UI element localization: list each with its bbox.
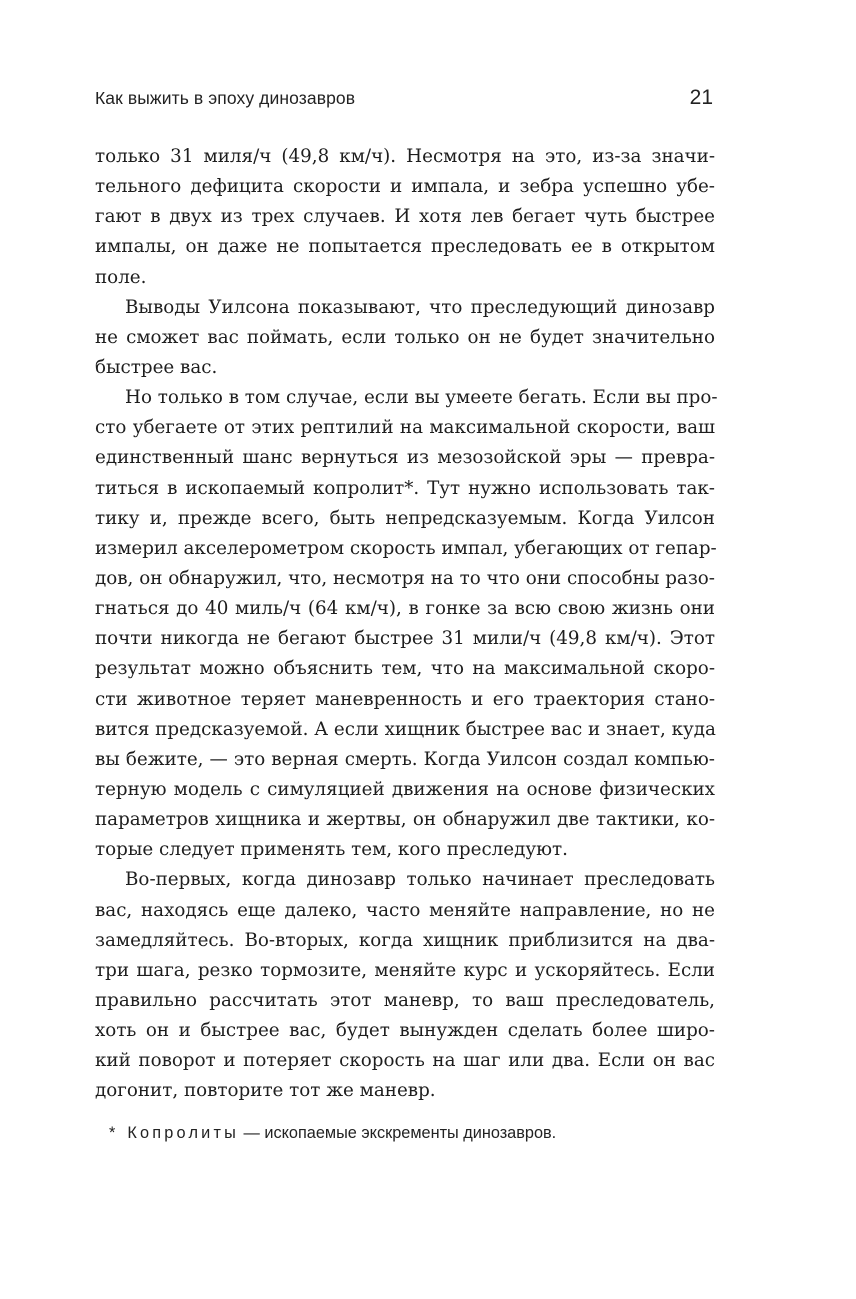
text-line: гнаться до 40 миль/ч (64 км/ч), в гонке за всю свою жизнь они [95, 598, 715, 620]
text-line: правильно рассчитать этот маневр, то ваш преследователь, [95, 989, 715, 1011]
text-line: терную модель с симуляцией движения на основе физических [95, 778, 715, 800]
footnote-text: — ископаемые экскременты динозавров. [243, 1124, 557, 1142]
footnote [109, 1124, 556, 1143]
text-line: тику и, прежде всего, быть непредсказуемым. Когда Уилсон [95, 507, 715, 529]
footnote-marker: * [109, 1124, 116, 1142]
text-line: результат можно объяснить тем, что на максимальной скоро- [95, 658, 715, 680]
text-line: параметров хищника и жертвы, он обнаружил две тактики, ко- [95, 809, 715, 831]
text-line: единственный шанс вернуться из мезозойской эры — превра- [95, 447, 715, 469]
text-line: догонит, повторите тот же маневр. [95, 1080, 436, 1102]
text-line: тельного дефицита скорости и импала, и зебра успешно убе- [95, 176, 715, 198]
text-line: Но только в том случае, если вы умеете бегать. Если вы про- [125, 387, 718, 409]
text-line: не сможет вас поймать, если только он не будет значительно [95, 326, 715, 348]
text-line: сти животное теряет маневренность и его траектория стано- [95, 688, 715, 710]
text-line: кий поворот и потеряет скорость на шаг или два. Если он вас [95, 1050, 715, 1072]
text-line: импалы, он даже не попытается преследовать ее в открытом [95, 236, 715, 258]
text-line: измерил акселерометром скорость импал, убегающих от гепар- [95, 537, 717, 559]
text-line: три шага, резко тормозите, меняйте курс и ускоряйтесь. Если [95, 959, 715, 981]
text-line: замедляйтесь. Во-вторых, когда хищник приблизится на два- [95, 929, 715, 951]
text-line: Выводы Уилсона показывают, что преследующий динозавр [125, 296, 715, 318]
text-line: вас, находясь еще далеко, часто меняйте направление, но не [95, 899, 715, 921]
text-line: гают в двух из трех случаев. И хотя лев бегает чуть быстрее [95, 206, 715, 228]
text-line: титься в ископаемый копролит*. Тут нужно использовать так- [95, 477, 715, 499]
text-line: торые следует применять тем, кого преследуют. [95, 839, 568, 861]
paragraph [95, 142, 715, 293]
text-line: Во-первых, когда динозавр только начинает преследовать [125, 869, 715, 891]
text-line: только 31 миля/ч (49,8 км/ч). Несмотря на это, из-за значи- [95, 146, 715, 167]
body-text [95, 142, 718, 1107]
page-number: 21 [689, 86, 713, 109]
text-line: дов, он обнаружил, что, несмотря на то что они способны разо- [95, 567, 715, 589]
paragraph [95, 865, 715, 1106]
paragraph [95, 383, 718, 865]
running-title: Как выжить в эпоху динозавров [95, 88, 356, 108]
text-line: поле. [95, 266, 147, 288]
text-line: сто убегаете от этих рептилий на максимальной скорости, ваш [95, 417, 715, 439]
text-line: почти никогда не бегают быстрее 31 мили/ч (49,8 км/ч). Этот [95, 628, 715, 650]
footnote-term: Копролиты [127, 1124, 240, 1142]
text-line: быстрее вас. [95, 356, 218, 378]
text-line: хоть он и быстрее вас, будет вынужден сделать более широ- [95, 1020, 715, 1042]
text-line: вы бежите, — это верная смерть. Когда Уилсон создал компью- [95, 748, 715, 770]
text-line: вится предсказуемой. А если хищник быстрее вас и знает, куда [95, 718, 716, 740]
paragraph [95, 293, 715, 383]
